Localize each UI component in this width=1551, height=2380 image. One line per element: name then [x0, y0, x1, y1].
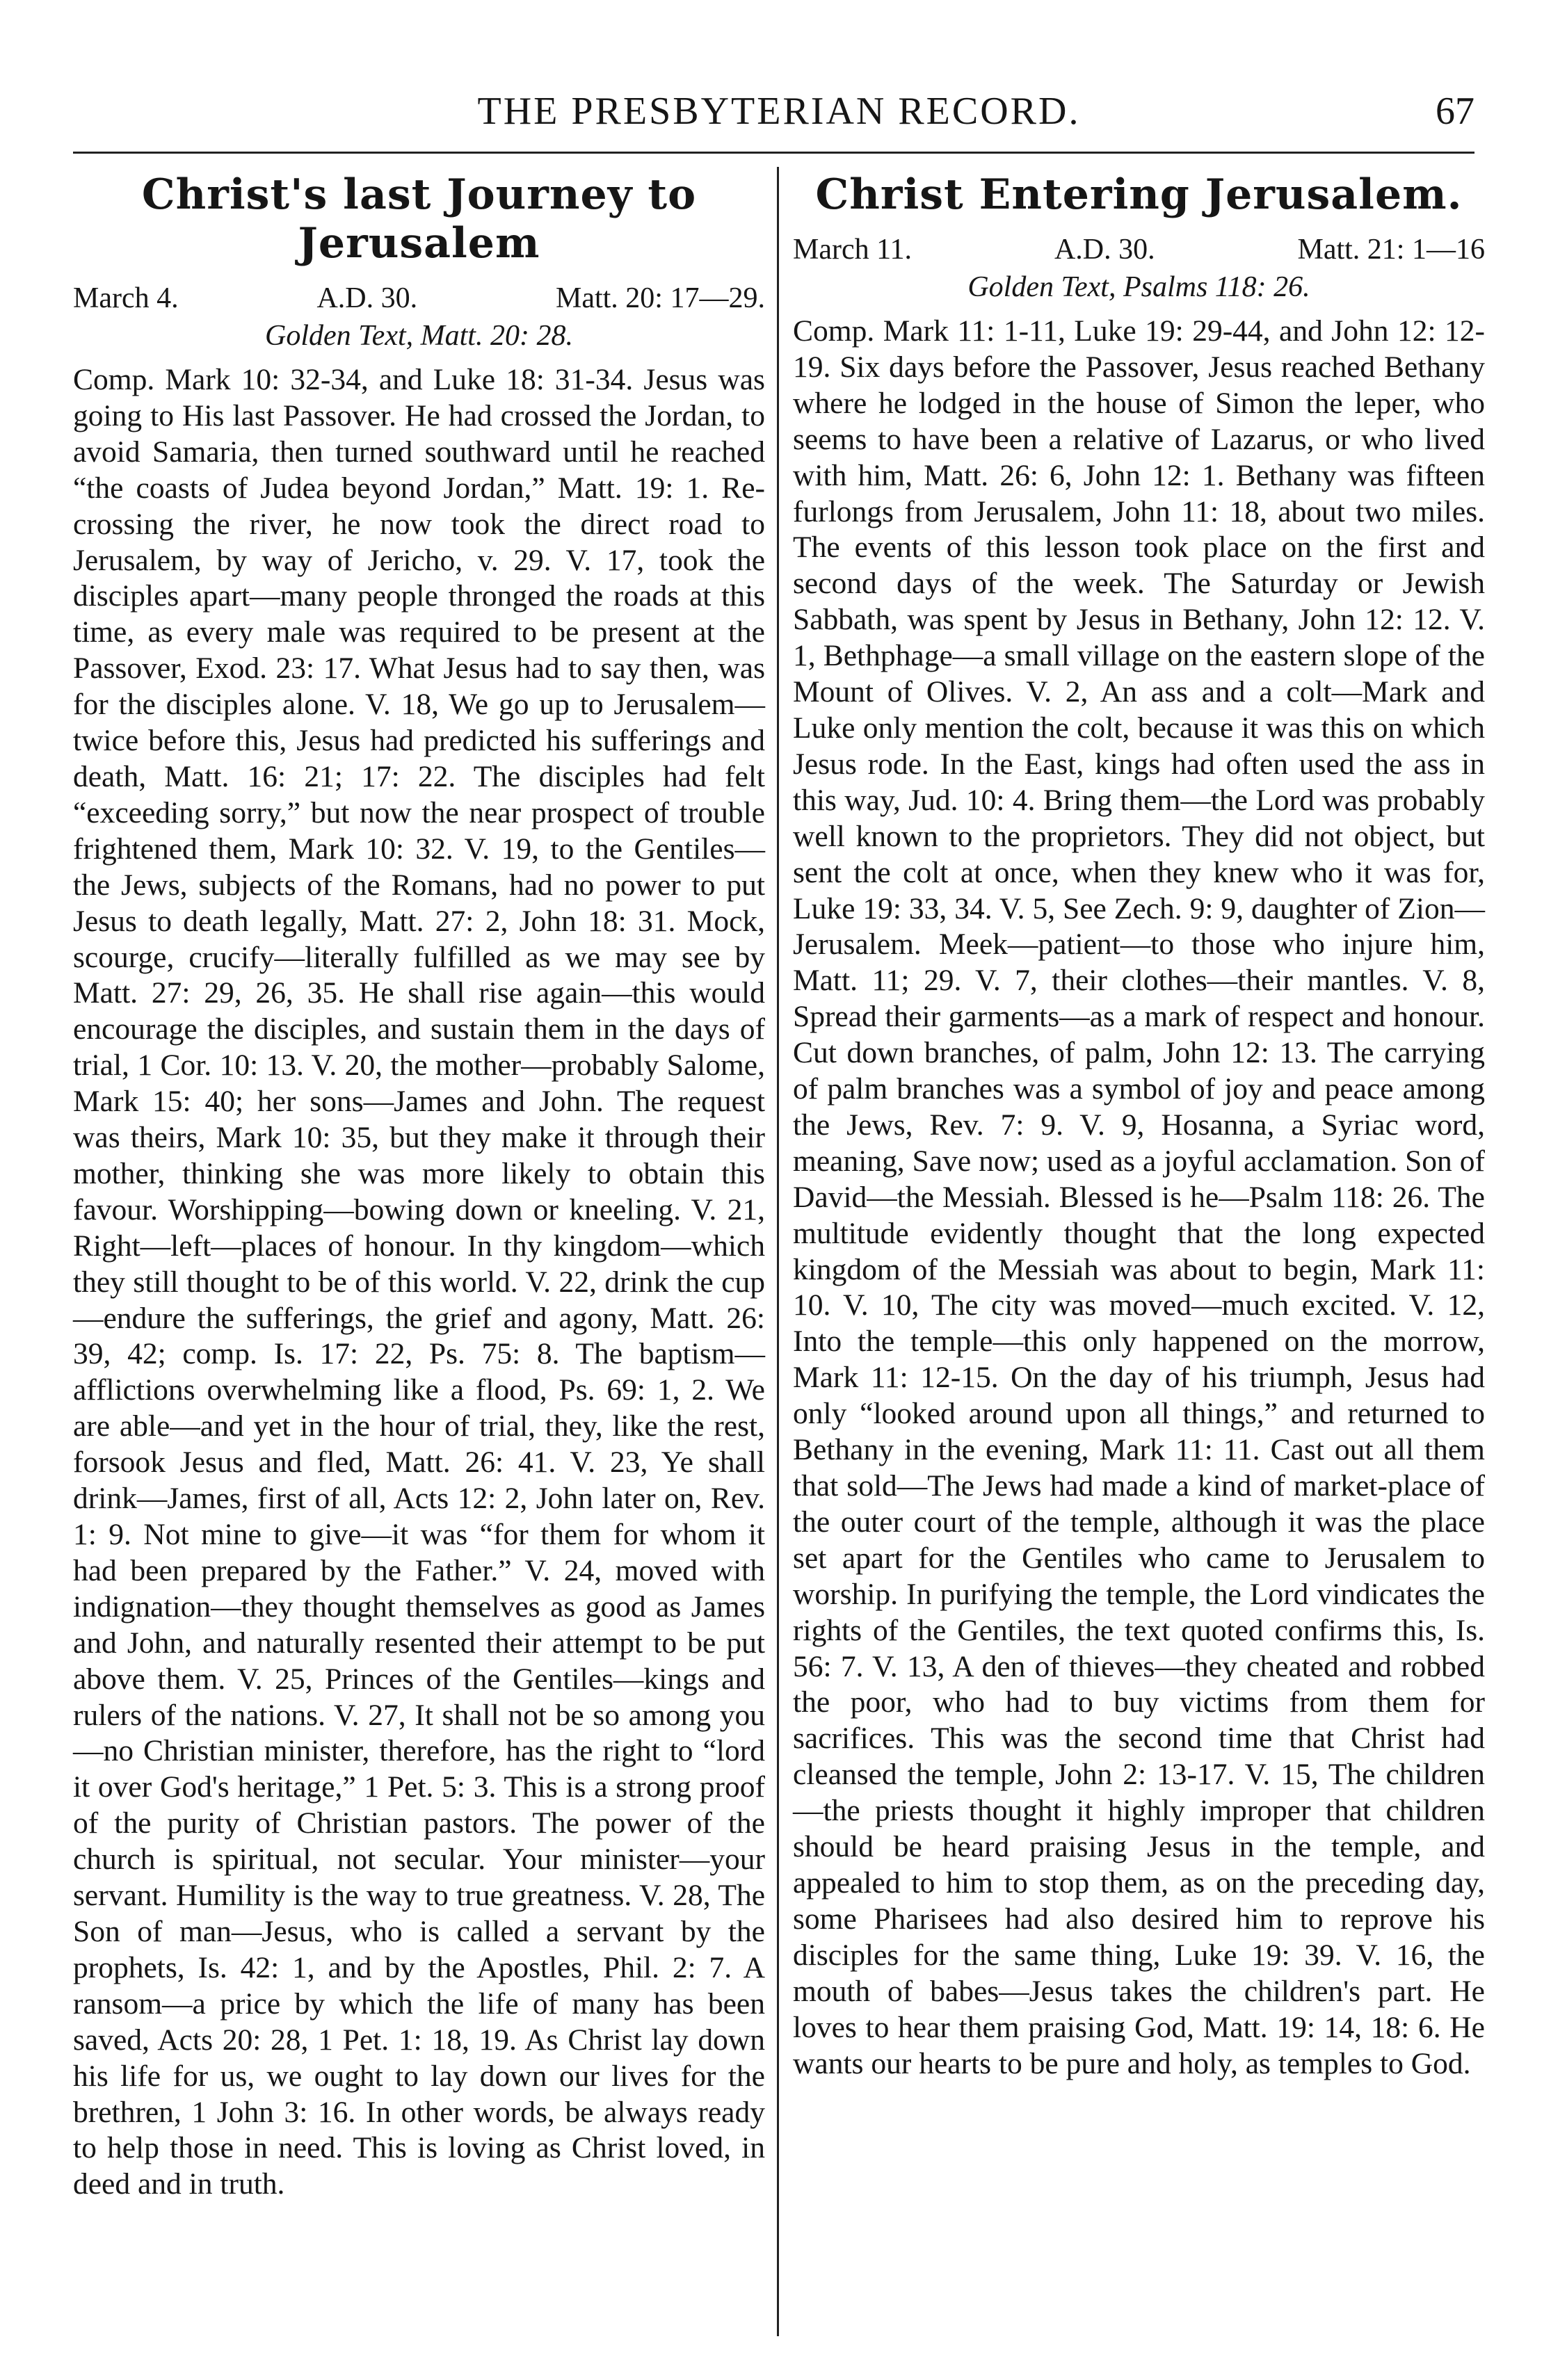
lesson-column-left [73, 170, 765, 2203]
lesson-date: March 4. [73, 282, 179, 314]
lesson-meta [73, 280, 765, 316]
page-number: 67 [1436, 90, 1474, 133]
lesson-title: Christ's last Journey to Jerusalem [141, 170, 697, 268]
lesson-body: Comp. Mark 10: 32-34, and Luke 18: 31-34. Jesus was going to His last Passover. He had crossed the Jordan, to avoid Samaria, then turned southward until he reached “the coasts of Judea beyond Jordan,” Matt. 19: 1. Re-crossing the river, he now took the direct road to Jerusalem, by way of Jericho, v. 29. V. 17, took the disciples apart—many people thronged the roads at this time, as every male was required to be present at the Passover, Exod. 23: 17. What Jesus had to say then, was for the disciples alone. V. 18, We go up to Jerusalem—twice before this, Jesus had predicted his sufferings and death, Matt. 16: 21; 17: 22. The disciples had felt “exceeding sorry,” but now the near prospect of trouble frightened them, Mark 10: 32. V. 19, to the Gentiles—the Jews, subjects of the Romans, had no power to put Jesus to death legally, Matt. 27: 2, John 18: 31. Mock, scourge, crucify—literally fulfilled as we may see by Matt. 27: 29, 26, 35. He shall rise again—this would encourage the disciples, and sustain them in the days of trial, 1 Cor. 10: 13. V. 20, the mother—probably Salome, Mark 15: 40; her sons—James and John. The request was theirs, Mark 10: 35, but they make it through their mother, thinking she was more likely to obtain this favour. Worshipping—bowing down or kneeling. V. 21, Right—left—places of honour. In thy kingdom—which they still thought to be of this world. V. 22, drink the cup—endure the sufferings, the grief and agony, Matt. 26: 39, 42; comp. Is. 17: 22, Ps. 75: 8. The baptism—afflictions overwhelming like a flood, Ps. 69: 1, 2. We are able—and yet in the hour of trial, they, like the rest, forsook Jesus and fled, Matt. 26: 41. V. 23, Ye shall drink—James, first of all, Acts 12: 2, John later on, Rev. 1: 9. Not mine to give—it was “for them for whom it had been prepared by the Father.” V. 24, moved with indignation—they thought themselves as good as James and John, and naturally resented their attempt to be put above them. V. 25, Princes of the Gentiles—kings and rulers of the nations. V. 27, It shall not be so among you—no Christian minister, therefore, has the right to “lord it over God's heritage,” 1 Pet. 5: 3. This is a strong proof of the purity of Christian pastors. The power of the church is spiritual, not secular. Your minister—your servant. Humility is the way to true greatness. V. 28, The Son of man—Jesus, who is called a servant by the prophets, Is. 42: 1, and by the Apostles, Phil. 2: 7. A ransom—a price by which the life of many has been saved, Acts 20: 28, 1 Pet. 1: 18, 19. As Christ lay down his life for us, we ought to lay down our lives for the brethren, 1 John 3: 16. In other words, be always ready to help those in need. This is loving as Christ loved, in deed and in truth. [73, 363, 765, 2201]
running-head [77, 89, 1481, 145]
lesson-year: A.D. 30. [1054, 234, 1155, 266]
lesson-reference: Matt. 21: 1—16 [1297, 234, 1485, 266]
lesson-meta [793, 232, 1485, 268]
journal-title: THE PRESBYTERIAN RECORD. [477, 90, 1081, 133]
lesson-reference: Matt. 20: 17—29. [555, 282, 765, 314]
golden-text: Golden Text, Psalms 118: 26. [967, 271, 1310, 303]
column-divider [777, 167, 779, 2336]
golden-text: Golden Text, Matt. 20: 28. [265, 320, 573, 352]
lesson-body: Comp. Mark 11: 1-11, Luke 19: 29-44, and John 12: 12-19. Six days before the Passover, Jesus reached Bethany where he lodged in the house of Simon the leper, who seems to have been a relative of Lazarus, or who lived with him, Matt. 26: 6, John 12: 1. Bethany was fifteen furlongs from Jerusalem, John 11: 18, about two miles. The events of this lesson took place on the first and second days of the week. The Saturday or Jewish Sabbath, was spent by Jesus in Bethany, John 12: 12. V. 1, Bethphage—a small village on the eastern slope of the Mount of Olives. V. 2, An ass and a colt—Mark and Luke only mention the colt, because it was this on which Jesus rode. In the East, kings had often used the ass in this way, Jud. 10: 4. Bring them—the Lord was probably well known to the proprietors. They did not object, but sent the colt at once, when they knew who it was for, Luke 19: 33, 34. V. 5, See Zech. 9: 9, daughter of Zion—Jerusalem. Meek—patient—to those who injure him, Matt. 11; 29. V. 7, their clothes—their mantles. V. 8, Spread their garments—as a mark of respect and honour. Cut down branches, of palm, John 12: 13. The carrying of palm branches was a symbol of joy and peace among the Jews, Rev. 7: 9. V. 9, Hosanna, a Syriac word, meaning, Save now; used as a joyful acclamation. Son of David—the Messiah. Blessed is he—Psalm 118: 26. The multitude evidently thought that the long expected kingdom of the Messiah was about to begin, Mark 11: 10. V. 10, The city was moved—much excited. V. 12, Into the temple—this only happened on the morrow, Mark 11: 12-15. On the day of his triumph, Jesus had only “looked around upon all things,” and returned to Bethany in the evening, Mark 11: 11. Cast out all them that sold—The Jews had made a kind of market-place of the outer court of the temple, although it was the place set apart for the Gentiles who came to Jerusalem to worship. In purifying the temple, the Lord vindicates the rights of the Gentiles, the text quoted confirms this, Is. 56: 7. V. 13, A den of thieves—they cheated and robbed the poor, who had to buy victims from them for sacrifices. This was the second time that Christ had cleansed the temple, John 2: 13-17. V. 15, The children—the priests thought it highly improper that children should be heard praising Jesus in the temple, and appealed to him to stop them, as on the preceding day, some Pharisees had also desired him to reprove his disciples for the same thing, Luke 19: 39. V. 16, the mouth of babes—Jesus takes the children's part. He loves to hear them praising God, Matt. 19: 14, 18: 6. He wants our hearts to be pure and holy, as temples to God. [793, 314, 1485, 2080]
lesson-title: Christ Entering Jerusalem. [815, 170, 1463, 219]
lesson-year: A.D. 30. [316, 282, 418, 314]
header-rule [73, 152, 1474, 154]
lesson-column-right [793, 170, 1485, 2082]
lesson-date: March 11. [793, 234, 913, 266]
